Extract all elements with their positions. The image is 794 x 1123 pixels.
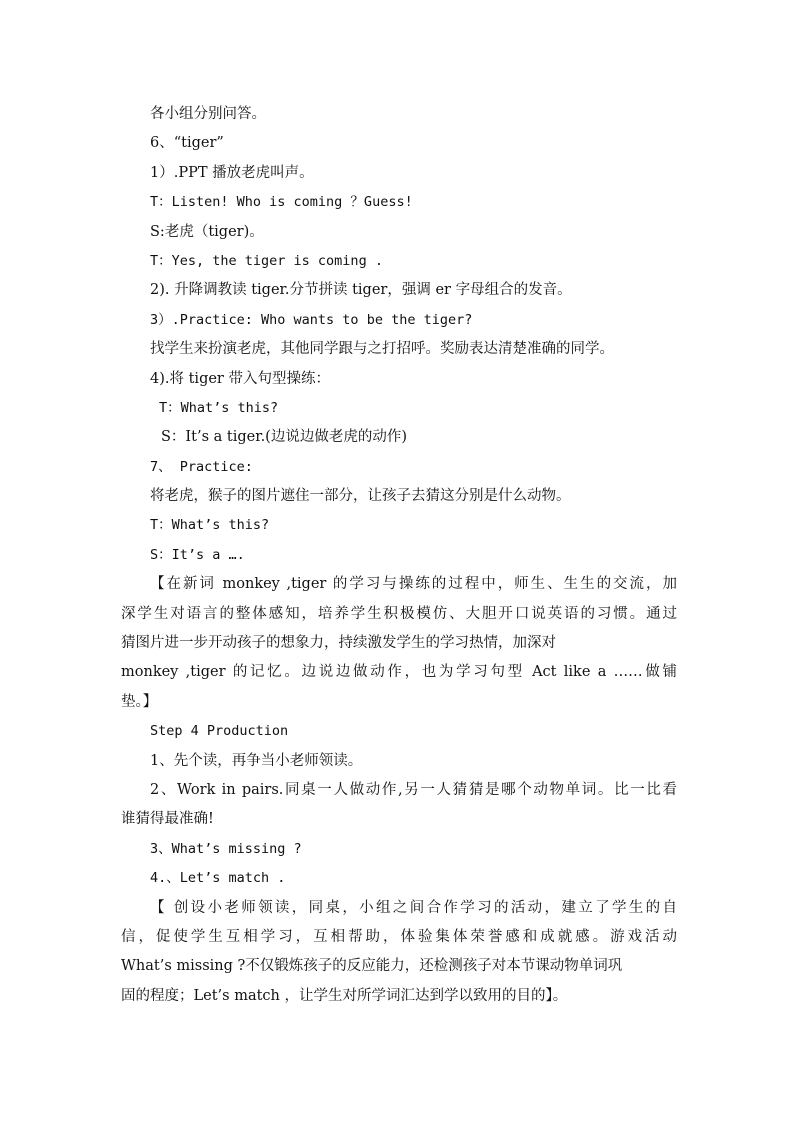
- text-line: 谁猜得最准确!: [121, 811, 214, 828]
- section-heading: 7、 Practice:: [150, 458, 253, 475]
- dialogue-line: T：Yes, the tiger is coming .: [150, 252, 383, 269]
- text-line: 3）.Practice: Who wants to be the tiger?: [150, 311, 473, 328]
- dialogue-line: S：It’s a ….: [150, 546, 245, 563]
- text-line: 2). 升降调教读 tiger.分节拼读 tiger，强调 er 字母组合的发音。: [150, 282, 572, 299]
- commentary-line: 固的程度；Let’s match ，让学生对所学词汇达到学以致用的目的】。: [121, 987, 568, 1004]
- dialogue-line: T：What’s this?: [150, 517, 270, 534]
- commentary-line: 猜图片进一步开动孩子的想象力，持续激发学生的学习热情，加深对: [121, 635, 556, 652]
- commentary-line: What’s missing ?不仅锻炼孩子的反应能力，还检测孩子对本节课动物单词巩: [121, 958, 623, 975]
- section-heading: 6、“tiger”: [150, 135, 224, 152]
- commentary-line: monkey ,tiger 的记忆。边说边做动作，也为学习句型 Act like a ……做铺: [121, 664, 677, 681]
- dialogue-line: S:老虎（tiger)。: [150, 223, 264, 240]
- dialogue-line: T：What’s this?: [159, 399, 279, 416]
- commentary-line: 【 创设小老师领读，同桌，小组之间合作学习的活动，建立了学生的自: [150, 899, 677, 916]
- commentary-line: 【在新词 monkey ,tiger 的学习与操练的过程中，师生、生生的交流，加: [150, 576, 677, 593]
- dialogue-line: T：Listen! Who is coming ？Guess!: [150, 194, 413, 211]
- text-line: 4).将 tiger 带入句型操练：: [150, 370, 330, 387]
- text-line: 将老虎，猴子的图片遮住一部分，让孩子去猜这分别是什么动物。: [150, 488, 571, 505]
- text-line: 找学生来扮演老虎，其他同学跟与之打招呼。奖励表达清楚准确的同学。: [150, 341, 614, 358]
- text-line: 4.、Let’s match .: [150, 870, 286, 887]
- dialogue-line: S：It’s a tiger.(边说边做老虎的动作): [161, 429, 407, 446]
- text-line: 各小组分别问答。: [150, 106, 266, 122]
- commentary-line: 信，促使学生互相学习，互相帮助，体验集体荣誉感和成就感。游戏活动: [121, 928, 677, 945]
- text-line: 1）.PPT 播放老虎叫声。: [150, 164, 314, 181]
- document-body: [121, 100, 677, 1011]
- text-line: 3、What’s missing ?: [150, 840, 302, 857]
- section-heading: Step 4 Production: [150, 723, 289, 740]
- text-line: 1、先个读，再争当小老师领读。: [150, 752, 363, 769]
- commentary-line: 垫。】: [121, 693, 158, 710]
- commentary-line: 深学生对语言的整体感知，培养学生积极模仿、大胆开口说英语的习惯。通过: [121, 605, 677, 622]
- text-line: 2、Work in pairs.同桌一人做动作,另一人猜猜是哪个动物单词。比一比看: [150, 781, 677, 798]
